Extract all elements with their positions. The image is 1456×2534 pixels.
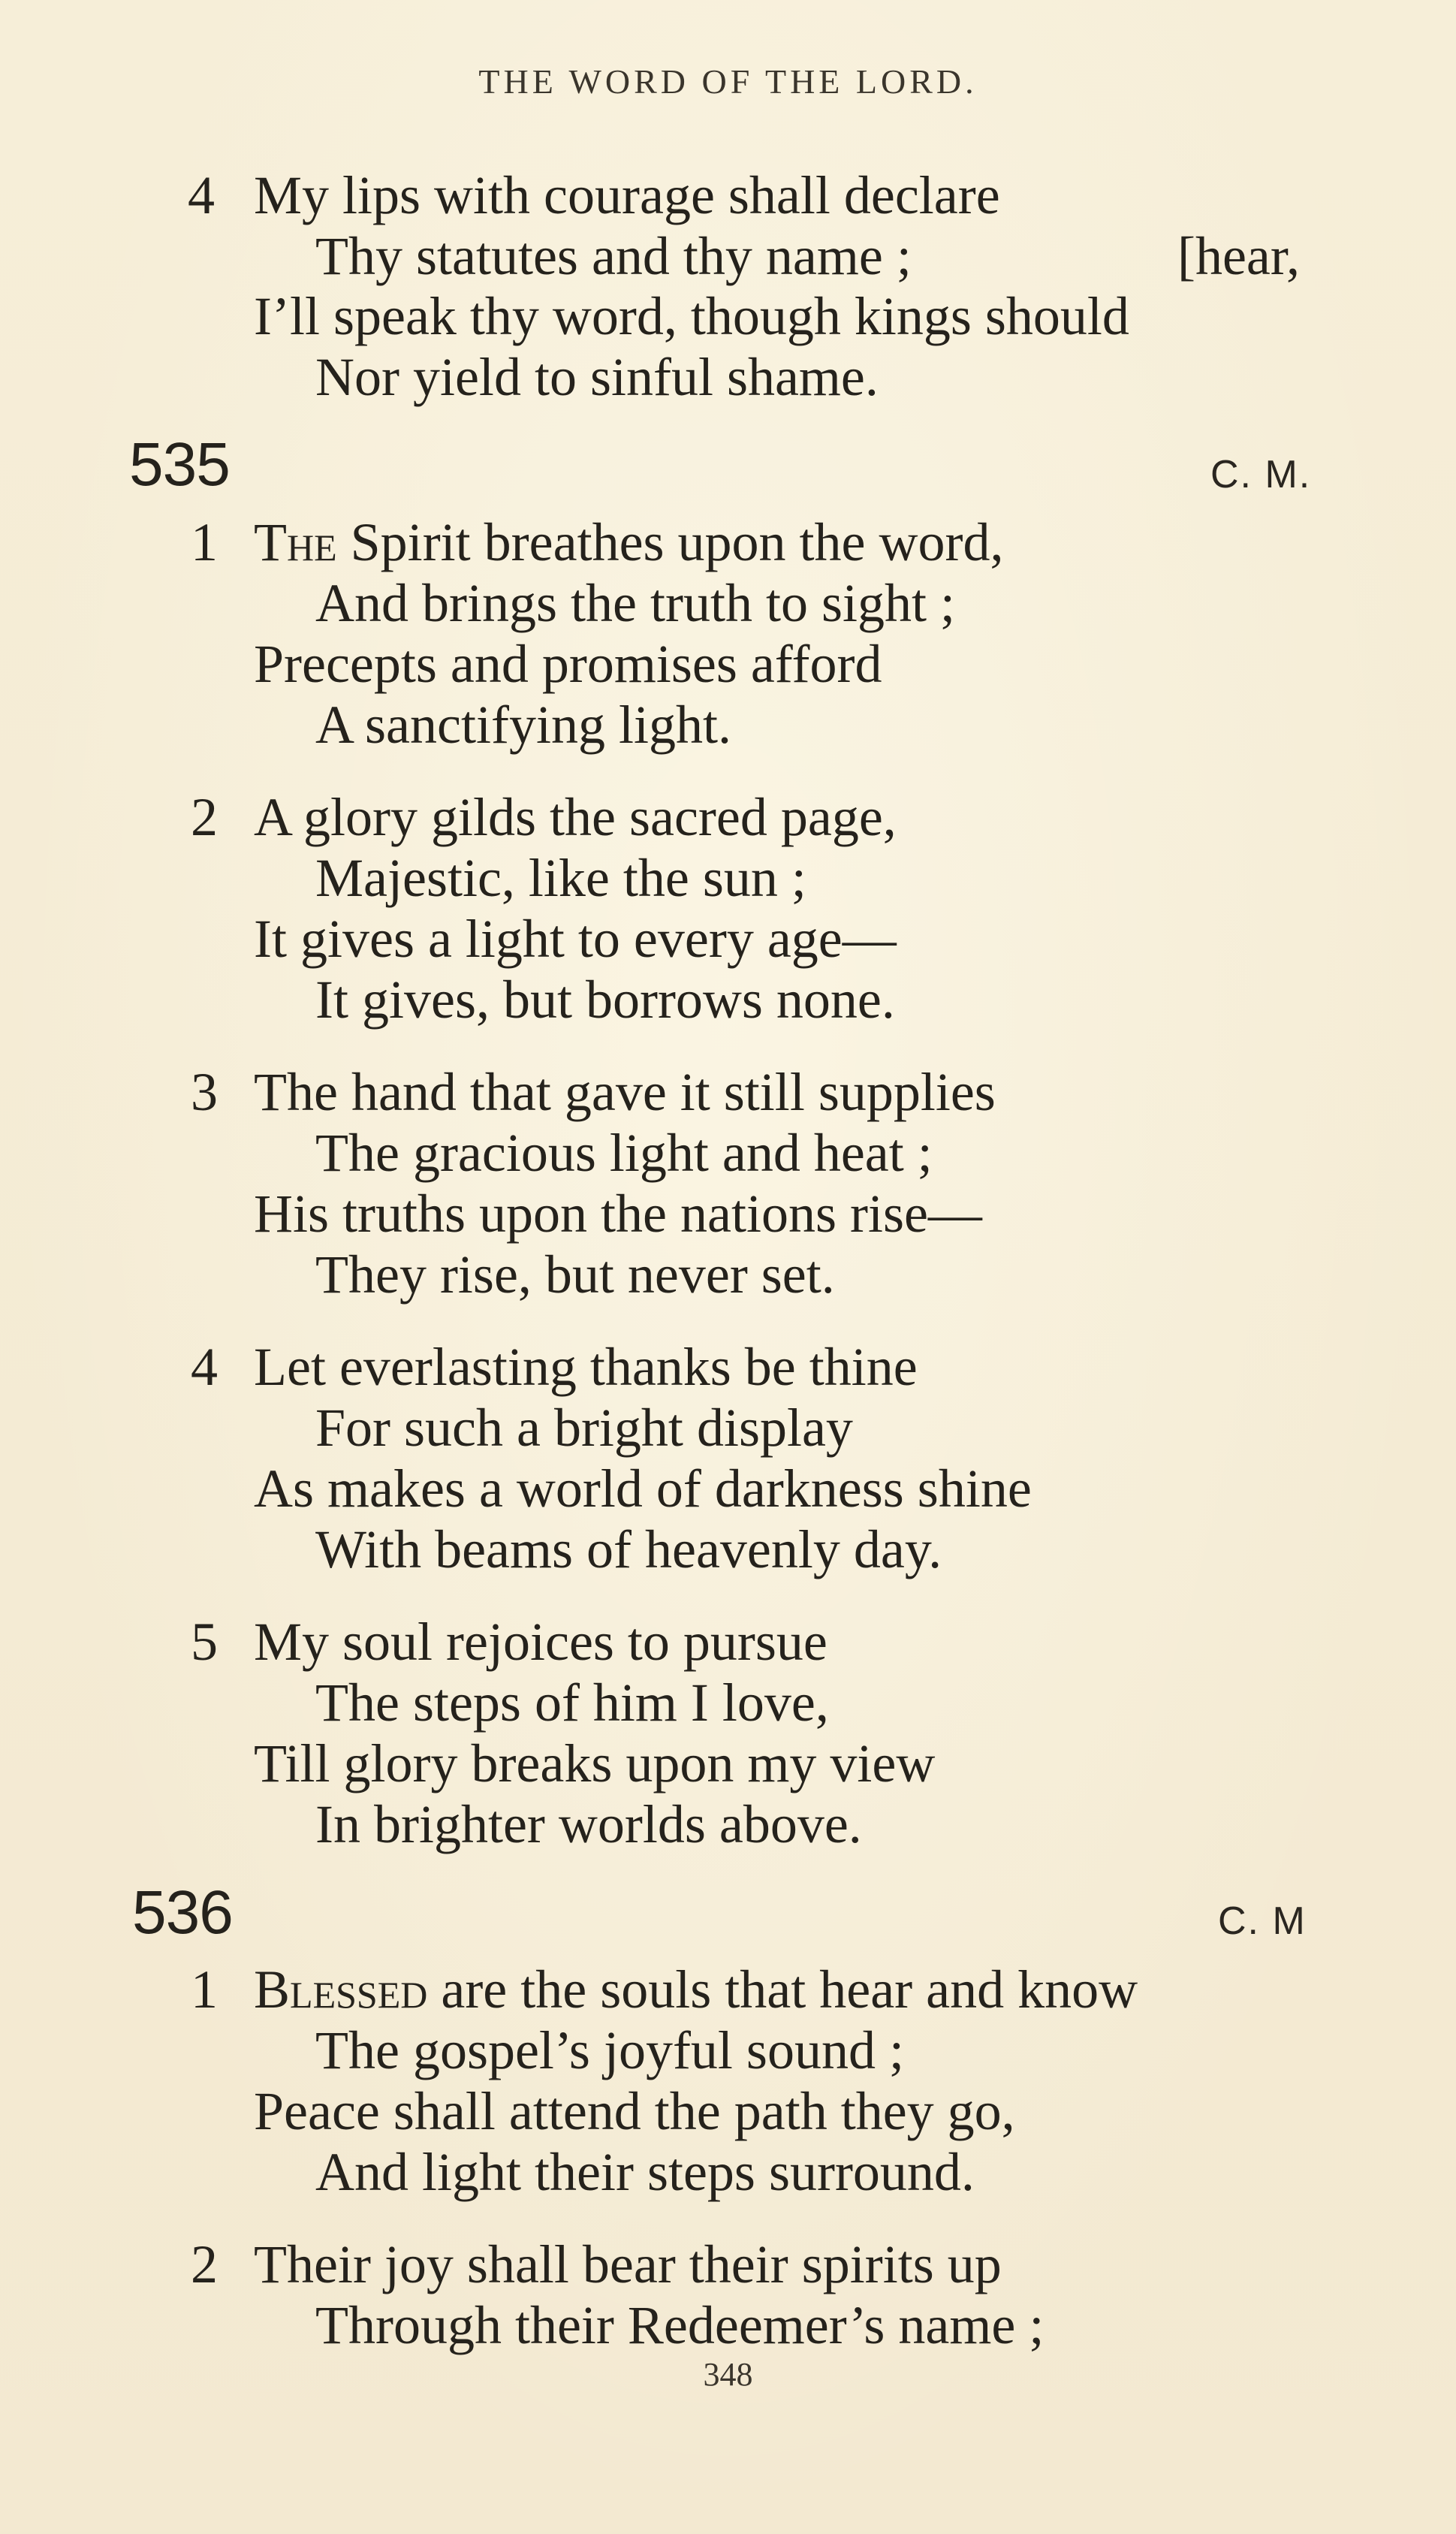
verse-line: The gospel’s joyful sound ; — [315, 2020, 904, 2080]
verse-number: 4 — [188, 165, 215, 225]
verse-line: My soul rejoices to pursue — [254, 1612, 827, 1672]
verse-line: With beams of heavenly day. — [315, 1519, 942, 1579]
verse-line: A glory gilds the sacred page, — [254, 787, 897, 847]
verse-line: A sanctifying light. — [315, 695, 731, 755]
verse-number: 2 — [191, 787, 218, 847]
verse-first-line — [254, 512, 1004, 572]
verse-line: It gives a light to every age— — [254, 909, 897, 969]
running-head: THE WORD OF THE LORD. — [478, 62, 978, 101]
verse-line: Nor yield to sinful shame. — [315, 347, 879, 407]
verse-line: His truths upon the nations rise— — [254, 1184, 982, 1244]
verse-line: The gracious light and heat ; — [315, 1123, 933, 1183]
verse-line: Peace shall attend the path they go, — [254, 2081, 1015, 2141]
verse-line: Till glory breaks upon my view — [254, 1733, 936, 1793]
verse-line: They rise, but never set. — [315, 1244, 835, 1305]
verse-line: My lips with courage shall declare — [254, 165, 1000, 225]
turnover-bracket: [hear, — [1177, 226, 1300, 286]
verse-line: It gives, but borrows none. — [315, 970, 895, 1030]
hymn-meter: C. M. — [1210, 453, 1312, 496]
hymn-number: 535 — [129, 430, 230, 499]
verse-line: Let everlasting thanks be thine — [254, 1337, 918, 1397]
verse-number: 2 — [191, 2234, 218, 2294]
verse-line: As makes a world of darkness shine — [254, 1459, 1032, 1519]
verse-line: Majestic, like the sun ; — [315, 848, 806, 908]
verse-line: The steps of him I love, — [315, 1673, 829, 1733]
verse-line: I’ll speak thy word, though kings should — [254, 286, 1129, 346]
verse-number: 1 — [191, 512, 218, 572]
opening-word: The — [254, 512, 337, 572]
verse-number: 5 — [191, 1612, 218, 1672]
verse-line: Through their Redeemer’s name ; — [315, 2295, 1045, 2355]
verse-number: 4 — [191, 1337, 218, 1397]
opening-word: Blessed — [254, 1959, 428, 2020]
verse-line: And light their steps surround. — [315, 2142, 975, 2202]
verse-number: 3 — [191, 1062, 218, 1122]
verse-line: The hand that gave it still supplies — [254, 1062, 996, 1122]
verse-line: In brighter worlds above. — [315, 1794, 862, 1854]
hymn-number: 536 — [132, 1878, 233, 1947]
hymn-meter: C. M — [1218, 1899, 1307, 1943]
verse-line: Precepts and promises afford — [254, 634, 882, 694]
verse-first-line — [254, 1959, 1138, 2020]
verse-line: For such a bright display — [315, 1398, 853, 1458]
first-line-rest: are the souls that hear and know — [427, 1959, 1138, 2020]
first-line-rest: Spirit breathes upon the word, — [336, 512, 1004, 572]
verse-line: Their joy shall bear their spirits up — [254, 2234, 1002, 2294]
verse-line: Thy statutes and thy name ; — [315, 226, 912, 286]
page-number: 348 — [703, 2356, 753, 2393]
verse-number: 1 — [191, 1959, 218, 2020]
verse-line: And brings the truth to sight ; — [315, 573, 955, 633]
